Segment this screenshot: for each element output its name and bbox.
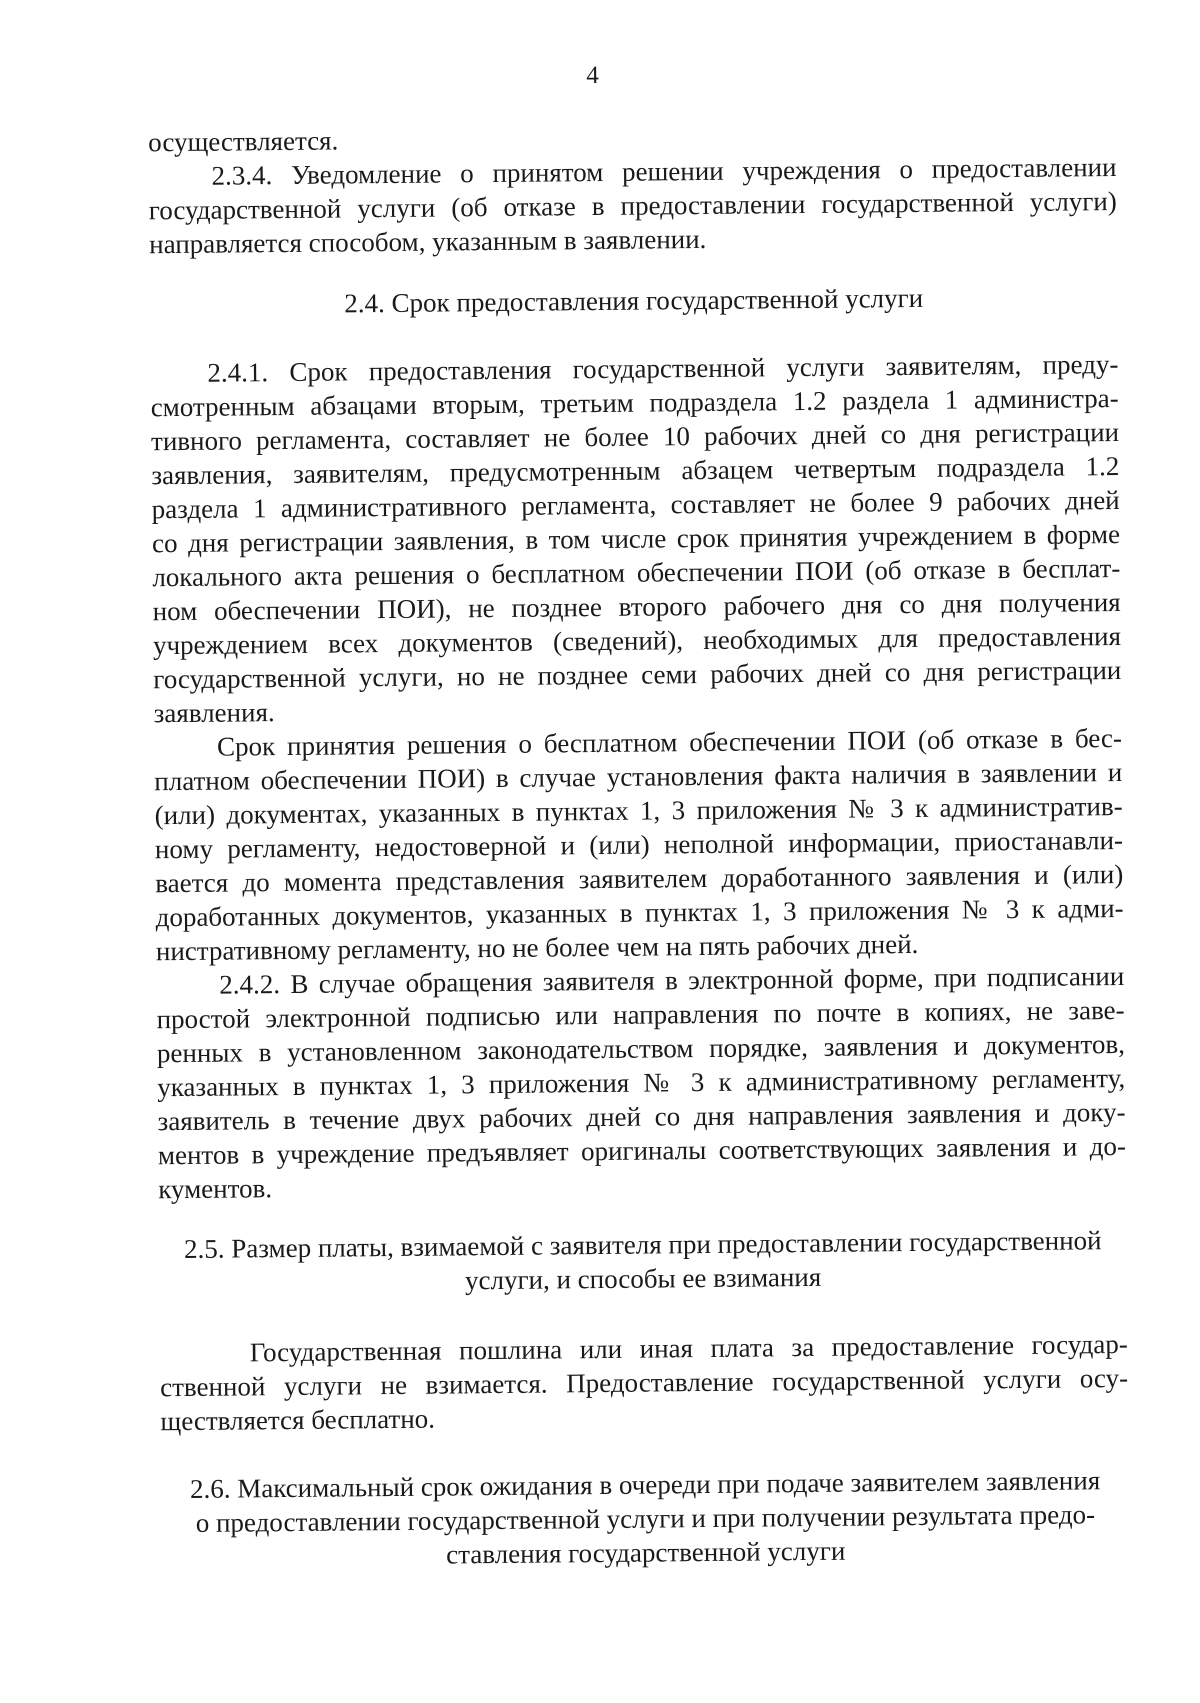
text-line: раздела 1 административного регламента, составляет не более 9 рабочих дней	[151, 484, 1120, 525]
section-heading: услуги, и способы ее взимания	[464, 1261, 822, 1296]
text-line: направляется способом, указанным в заявлении.	[149, 223, 707, 260]
text-line: вается до момента представления заявителем доработанного заявления и (или)	[155, 858, 1124, 899]
text-line: со дня регистрации заявления, в том числе срок принятия учреждением в форме	[151, 518, 1121, 559]
text-line: осуществляется.	[148, 125, 339, 158]
text-line: смотренным абзацами вторым, третьим подраздела 1.2 раздела 1 администра-	[150, 383, 1119, 423]
text-line: заявления.	[153, 697, 275, 729]
text-line: кументов.	[158, 1173, 273, 1205]
text-line: ственной услуги не взимается. Предоставление государственной услуги осу-	[159, 1362, 1129, 1403]
text-line: Срок принятия решения о бесплатном обеспечении ПОИ (об отказе в бес-	[216, 722, 1123, 762]
text-line: ществляется бесплатно.	[160, 1403, 436, 1437]
text-line: 2.4.2. В случае обращения заявителя в электронной форме, при подписании	[219, 960, 1125, 1000]
text-line: платном обеспечении ПОИ) в случае установления факта наличия в заявлении и	[154, 756, 1123, 797]
text-line: ному регламенту, недостоверной и (или) неполной информации, приостанавли-	[154, 824, 1124, 865]
text-line: Государственная пошлина или иная плата за предоставление государ-	[249, 1328, 1128, 1368]
section-heading: ставления государственной услуги	[446, 1535, 846, 1570]
text-line: доработанных документов, указанных в пунктах 1, 3 приложения № 3 к адми-	[155, 892, 1124, 933]
text-line: заявитель в течение двух рабочих дней со дня направления заявления и доку-	[157, 1096, 1126, 1137]
text-line: простой электронной подписью или направления по почте в копиях, не заве-	[156, 994, 1125, 1035]
text-line: государственной услуги (об отказе в предоставлении государственной услуги)	[148, 186, 1117, 226]
text-line: государственной услуги, но не позднее семи рабочих дней со дня регистрации	[153, 654, 1122, 695]
text-line: указанных в пунктах 1, 3 приложения № 3 к административному регламенту,	[157, 1062, 1126, 1103]
text-line: заявления, заявителям, предусмотренным абзацем четвертым подраздела 1.2	[151, 450, 1120, 491]
section-heading: о предоставлении государственной услуги и при получении результата предо-	[195, 1499, 1096, 1538]
text-line: ном обеспечении ПОИ), не позднее второго рабочего дня со дня получения	[152, 586, 1121, 627]
text-line: тивного регламента, составляет не более 10 рабочих дней со дня регистрации	[150, 416, 1120, 457]
section-heading: 2.4. Срок предоставления государственной услуги	[344, 282, 924, 319]
text-line: учреждением всех документов (сведений), необходимых для предоставления	[152, 620, 1122, 661]
text-line: 2.3.4. Уведомление о принятом решении учреждения о предоставлении	[211, 152, 1117, 191]
text-line: локального акта решения о бесплатном обеспечении ПОИ (об отказе в бесплат-	[152, 552, 1121, 593]
section-heading: 2.6. Максимальный срок ожидания в очереди при подаче заявителем заявления	[189, 1465, 1101, 1504]
text-line: 2.4.1. Срок предоставления государственной услуги заявителям, преду-	[207, 349, 1119, 388]
text-line: ментов в учреждение предъявляет оригиналы соответствующих заявления и до-	[157, 1130, 1127, 1171]
section-heading: 2.5. Размер платы, взимаемой с заявителя при предоставлении государственной	[183, 1225, 1102, 1265]
text-line: нистративному регламенту, но не более чем на пять рабочих дней.	[155, 928, 919, 967]
text-line: (или) документах, указанных в пунктах 1, 3 приложения № 3 к административ-	[154, 790, 1123, 831]
page-number: 4	[586, 61, 599, 90]
text-line: ренных в установленном законодательством порядке, заявления и документов,	[156, 1028, 1126, 1069]
